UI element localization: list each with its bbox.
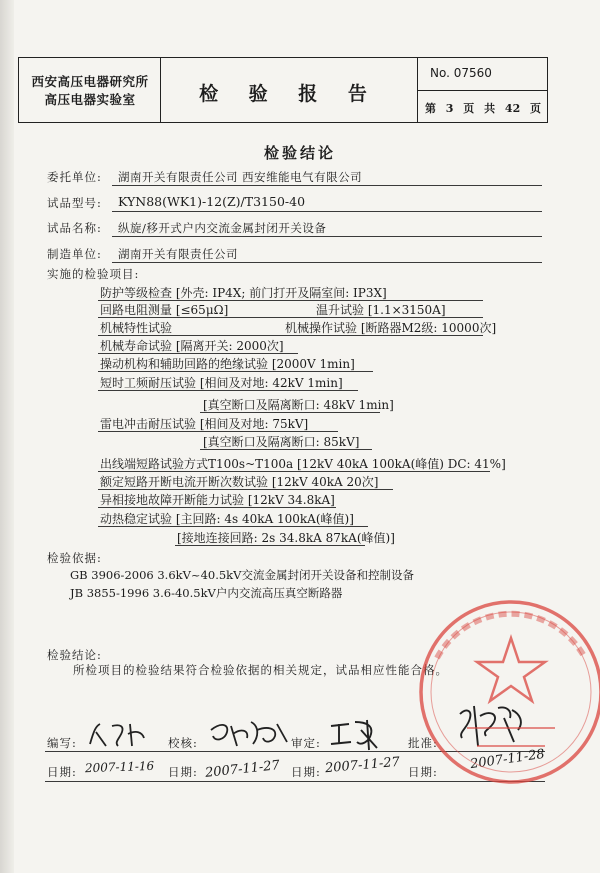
model-underline xyxy=(112,211,542,212)
writer-signature xyxy=(84,716,154,752)
name-underline xyxy=(112,236,542,237)
model-label: 试品型号: xyxy=(47,196,102,210)
item-mech-op: 机械操作试验 [断路器M2级: 10000次] xyxy=(285,321,497,335)
items-label: 实施的检验项目: xyxy=(47,267,140,281)
item-underline xyxy=(98,317,483,318)
writer-date-label: 日期: xyxy=(47,765,77,779)
item-underline xyxy=(98,371,373,372)
report-number: No. 07560 xyxy=(430,66,492,80)
item-insulation: 操动机构和辅助回路的绝缘试验 [2000V 1min] xyxy=(100,357,355,371)
reviewer-signature xyxy=(327,716,387,752)
item-underline xyxy=(98,471,490,472)
item-lightning-gap: [真空断口及隔离断口: 85kV] xyxy=(203,435,360,449)
report-header xyxy=(18,57,548,123)
conclusion-text: 所检项目的检验结果符合检验依据的相关规定，试品相应性能合格。 xyxy=(73,663,448,677)
item-power-freq: 短时工频耐压试验 [相间及对地: 42kV 1min] xyxy=(100,376,343,390)
writer-label: 编写: xyxy=(47,736,77,750)
item-underline xyxy=(98,353,298,354)
item-underline xyxy=(98,526,368,527)
conclusion-label: 检验结论: xyxy=(47,648,102,662)
maker-value: 湖南开关有限责任公司 xyxy=(118,247,238,261)
checker-date: 2007-11-27 xyxy=(204,758,281,781)
basis-standard-1: GB 3906-2006 3.6kV~40.5kV交流金属封闭开关设备和控制设备 xyxy=(70,568,414,582)
model-value: KYN88(WK1)-12(Z)/T3150-40 xyxy=(118,194,306,209)
report-title: 检 验 报 告 xyxy=(199,83,379,105)
name-value: 纵旋/移开式户内交流金属封闭开关设备 xyxy=(118,221,327,235)
client-underline xyxy=(112,185,542,186)
item-underline xyxy=(98,335,483,336)
item-underline xyxy=(98,507,336,508)
reviewer-date: 2007-11-27 xyxy=(324,754,401,777)
binding-edge xyxy=(0,0,14,873)
cell-divider xyxy=(418,90,547,91)
item-underline xyxy=(200,449,372,450)
item-dynamic-thermal-ground: [接地连接回路: 2s 34.8kA 87kA(峰值)] xyxy=(177,531,395,545)
official-seal-stamp xyxy=(407,588,600,796)
client-value: 湖南开关有限责任公司 西安维能电气有限公司 xyxy=(118,170,363,184)
checker-signature xyxy=(207,712,293,752)
maker-label: 制造单位: xyxy=(47,247,102,261)
org-cell xyxy=(19,58,161,122)
item-underline xyxy=(98,431,338,432)
basis-standard-2: JB 3855-1996 3.6-40.5kV户内交流高压真空断路器 xyxy=(70,586,343,600)
approver-date-label: 日期: xyxy=(408,765,438,779)
checker-date-label: 日期: xyxy=(168,765,198,779)
reviewer-date-label: 日期: xyxy=(291,765,321,779)
reviewer-label: 审定: xyxy=(291,736,321,750)
item-mech-life: 机械寿命试验 [隔离开关: 2000次] xyxy=(100,339,284,353)
item-short-circuit: 出线端短路试验方式T100s~T100a [12kV 40kA 100kA(峰值) DC: 41%] xyxy=(100,457,506,471)
item-underline xyxy=(200,412,380,413)
approver-date: 2007-11-28 xyxy=(469,746,546,773)
item-power-freq-gap: [真空断口及隔离断口: 48kV 1min] xyxy=(203,398,394,412)
number-cell xyxy=(417,58,547,122)
item-mech-char: 机械特性试验 xyxy=(100,321,173,335)
writer-date: 2007-11-16 xyxy=(84,758,155,776)
item-underline xyxy=(98,390,358,391)
item-dynamic-thermal: 动热稳定试验 [主回路: 4s 40kA 100kA(峰值)] xyxy=(100,512,354,526)
approver-label: 批准: xyxy=(408,736,438,750)
item-lightning: 雷电冲击耐压试验 [相间及对地: 75kV] xyxy=(100,417,309,431)
page-counter: 第 3 页 共 42 页 xyxy=(424,102,542,115)
checker-label: 校核: xyxy=(168,736,198,750)
item-temp-rise: 温升试验 [1.1×3150A] xyxy=(316,303,446,317)
basis-label: 检验依据: xyxy=(47,551,102,565)
item-protection: 防护等级检查 [外壳: IP4X; 前门打开及隔室间: IP3X] xyxy=(100,286,387,300)
client-label: 委托单位: xyxy=(47,170,102,184)
name-label: 试品名称: xyxy=(47,221,102,235)
item-resistance: 回路电阻测量 [≤65μΩ] xyxy=(100,303,229,317)
section-heading: 检验结论 xyxy=(263,144,336,162)
org-name-line1: 西安高压电器研究所 xyxy=(31,74,149,89)
item-underline xyxy=(98,489,393,490)
item-ground-fault: 异相接地故障开断能力试验 [12kV 34.8kA] xyxy=(100,493,335,507)
item-underline xyxy=(175,545,365,546)
maker-underline xyxy=(112,262,542,263)
org-name-line2: 高压电器实验室 xyxy=(44,92,136,107)
item-breaking-count: 额定短路开断电流开断次数试验 [12kV 40kA 20次] xyxy=(100,475,379,489)
